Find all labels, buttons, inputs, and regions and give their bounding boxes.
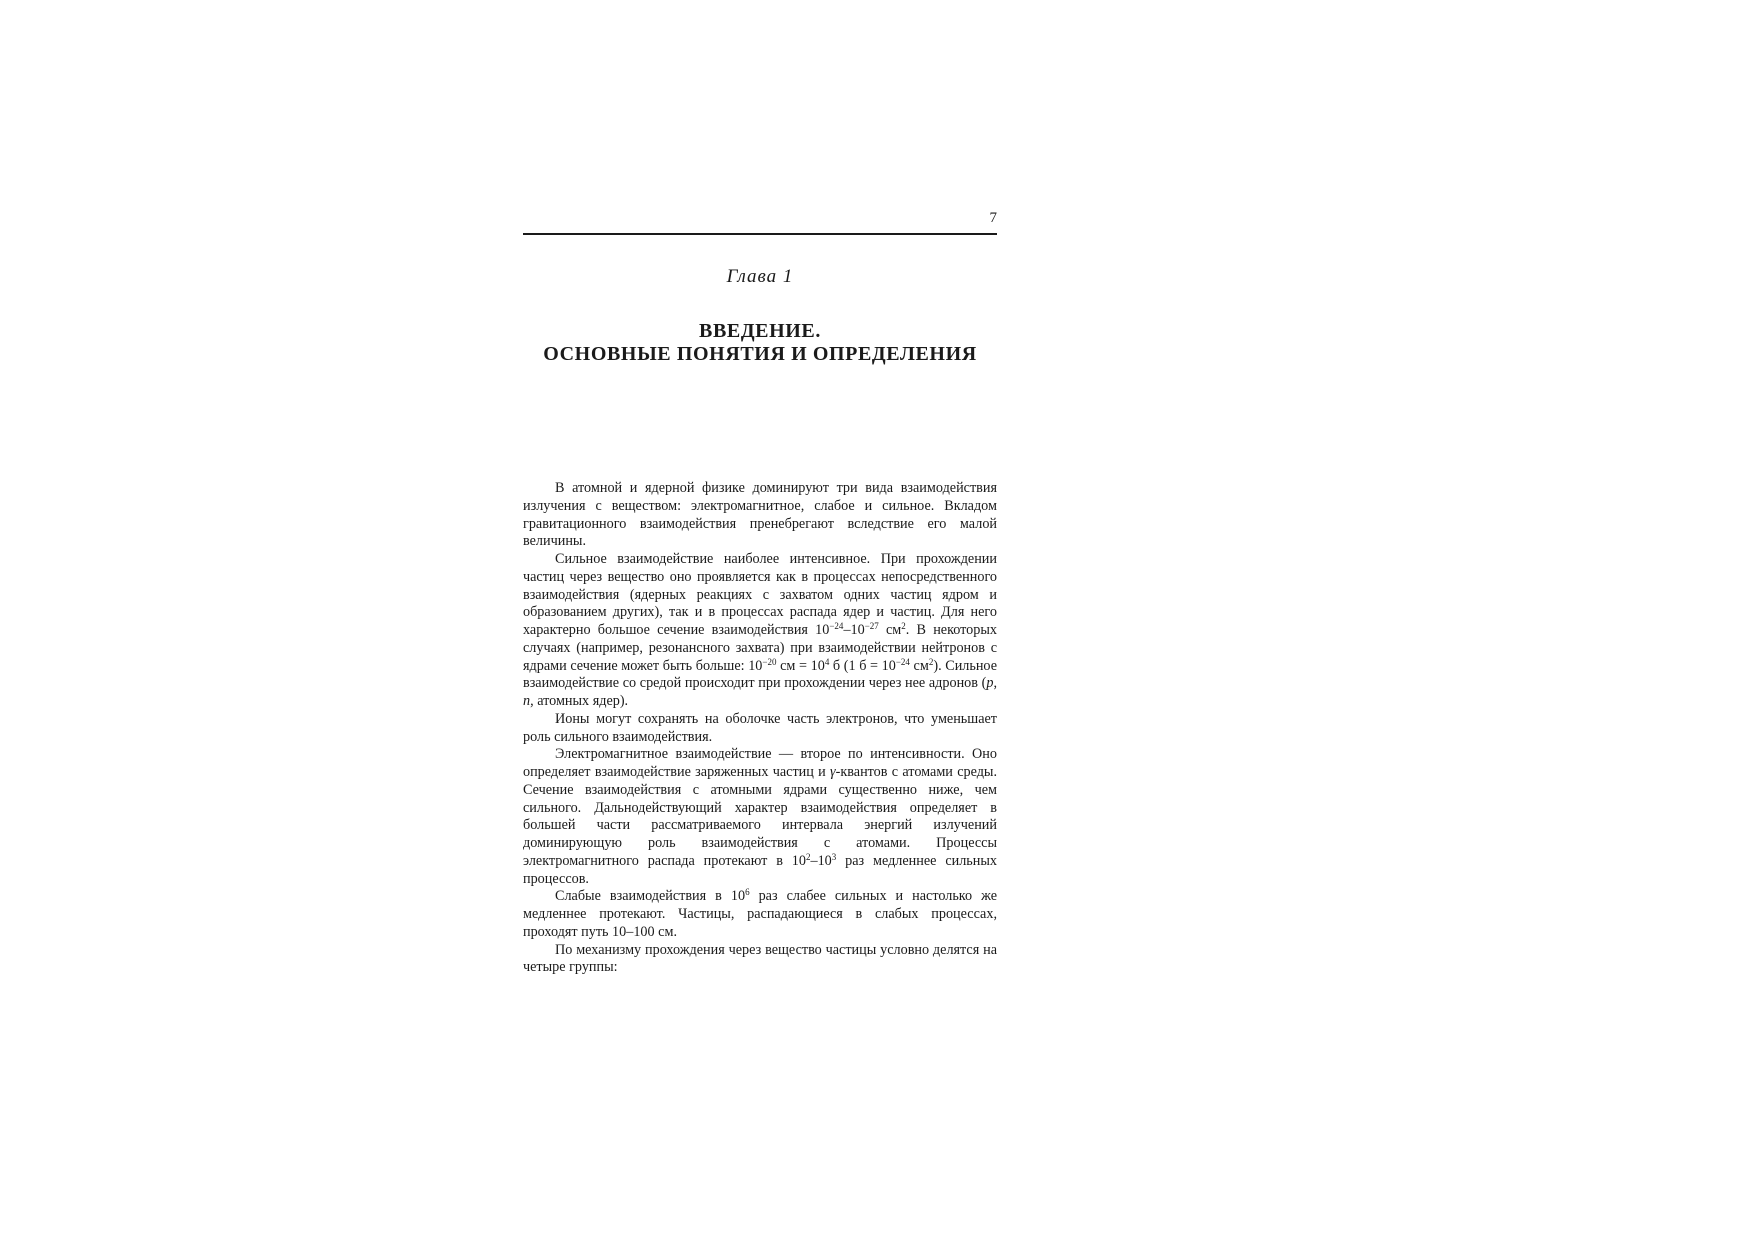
chapter-label: Глава 1 (726, 266, 794, 287)
paragraph-2: Сильное взаимодействие наиболее интенсивное. При прохождении частиц через вещество оно проявляется как в процессах непосредственного взаимодействия (ядерных реакциях с захватом одних частиц ядром и образованием других), так и в процессах распада ядер и частиц. Для него характерно большое сечение взаимодействия $10^{-24}-10^{-27}$ $см^2$. В некоторых случаях (например, резонансного захвата) при взаимодействии нейтронов с ядрами сечение может быть больше: $10^{-20}$ см = $10^4$ б (1 $б = 10^{-24}$ $см^2$). Сильное взаимодействие со средой происходит при прохождении через нее адронов (p, n, атомных ядер). (523, 551, 997, 709)
paragraph-6: По механизму прохождения через вещество частицы условно делятся на четыре группы: (523, 941, 997, 976)
paragraph-1: В атомной и ядерной физике доминируют три вида взаимодействия излучения с веществом: электромагнитное, слабое и сильное. Вкладом гравитационного взаимодействия пренебрегают вследствие его малой величины. (523, 480, 997, 550)
chapter-title (523, 320, 997, 366)
body-text (523, 480, 997, 977)
paragraph-3: Ионы могут сохранять на оболочке часть электронов, что уменьшает роль сильного взаимодействия. (523, 710, 997, 745)
paragraph-4: Электромагнитное взаимодействие — второе по интенсивности. Оно определяет взаимодействие заряженных частиц и γ-квантов с атомами среды. Сечение взаимодействия с атомными ядрами существенно ниже, чем сильного. Дальнодействующий характер взаимодействия определяет в большей части рассматриваемого интервала энергий излучений доминирующую роль взаимодействия с атомами. Процессы электромагнитного распада протекают в $10^2-10^3$ раз медленнее сильных процессов. (523, 746, 997, 887)
chapter-title-line-1: ВВЕДЕНИЕ. (699, 320, 821, 342)
header-rule (523, 233, 997, 235)
page-number: 7 (989, 210, 997, 226)
paragraph-5: Слабые взаимодействия в $10^6$ раз слабее сильных и настолько же медленнее протекают. Частицы, распадающиеся в слабых процессах, проходят путь 10–100 см. (523, 887, 997, 940)
chapter-title-line-2: ОСНОВНЫЕ ПОНЯТИЯ И ОПРЕДЕЛЕНИЯ (543, 343, 977, 365)
